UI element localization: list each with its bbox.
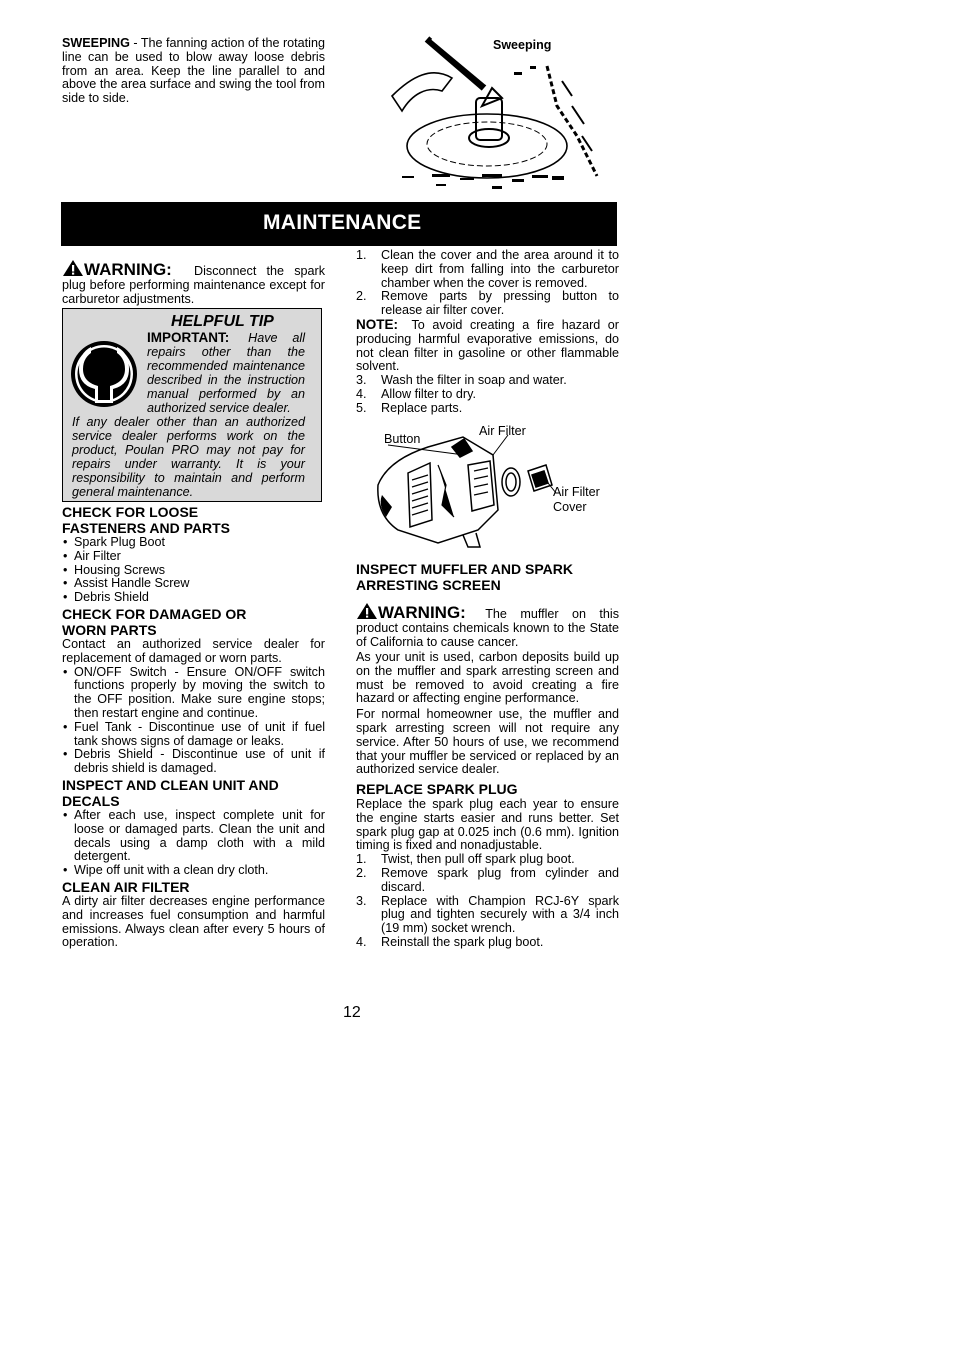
- sweeping-label: SWEEPING: [62, 36, 130, 50]
- note-label: NOTE:: [356, 316, 398, 332]
- list-item: • Fuel Tank - Discontinue use of unit if fuel tank shows signs of damage or leaks.: [62, 721, 325, 749]
- muffler-paragraphs: [356, 651, 619, 777]
- step-text: Allow filter to dry.: [381, 386, 476, 401]
- muffler-warning-label: WARNING:: [378, 603, 466, 622]
- section-inspect-muffler: [356, 561, 619, 593]
- sweeping-caption: Sweeping: [493, 38, 552, 52]
- helpful-tip-body-text: If any dealer other than an authorized service dealer performs work on the product, Poulan PRO may not pay for repairs under warranty. It is your responsibility to maintain and perform general maintenance.: [72, 415, 305, 499]
- inspect-clean-list: [62, 809, 325, 878]
- maintenance-banner: [61, 202, 617, 246]
- helpful-tip-title: HELPFUL TIP: [171, 313, 274, 330]
- muffler-para-1: As your unit is used, carbon deposits build up on the muffler and spark arresting screen and must be removed to avoid creating a fire hazard or affecting engine performance.: [356, 650, 619, 706]
- important-text: Have all repairs other than the recommended maintenance described in the instruction manual performed by an authorized service dealer.: [147, 331, 305, 415]
- list-item: • ON/OFF Switch - Ensure ON/OFF switch functions properly by moving the switch to the OFF position. Make sure engine stops; then restart engine and continue.: [62, 666, 325, 721]
- step-text: Wash the filter in soap and water.: [381, 373, 567, 388]
- section-check-fasteners: [62, 504, 325, 605]
- step-text: Reinstall the spark plug boot.: [381, 934, 544, 949]
- sweeping-illustration: [372, 36, 607, 196]
- sweeping-paragraph: [62, 37, 325, 106]
- list-item: [356, 895, 619, 936]
- step-number: 3.: [356, 893, 367, 908]
- warning-disconnect: [62, 259, 325, 306]
- list-item: • After each use, inspect complete unit for loose or damaged parts. Clean the unit and decals using a damp cloth with a mild detergent.: [62, 809, 325, 864]
- important-label: IMPORTANT:: [147, 330, 230, 345]
- list-item: [356, 402, 619, 416]
- helpful-tip-important: [147, 331, 305, 415]
- section-check-damaged: [62, 606, 325, 776]
- section-inspect-clean: [62, 777, 325, 878]
- list-item: [356, 936, 619, 950]
- list-item: [356, 388, 619, 402]
- sweeping-text: - The fanning action of the rotating line can be used to blow away loose debris from an area. Keep the line parallel to and above the area surface and swing the tool from side to side.: [62, 36, 325, 106]
- list-item: • Debris Shield - Discontinue use of unit if debris shield is damaged.: [62, 748, 325, 776]
- list-item: • Assist Handle Screw: [62, 577, 325, 591]
- wrench-icon: [69, 339, 139, 409]
- list-item: [356, 374, 619, 388]
- list-item: • Wipe off unit with a clean dry cloth.: [62, 864, 325, 878]
- list-item: • Debris Shield: [62, 591, 325, 605]
- muffler-warning-text: The muffler on this product contains chemicals known to the State of California to cause cancer.: [356, 607, 619, 649]
- warning-text: Disconnect the spark plug before performing maintenance except for carburetor adjustments.: [62, 264, 325, 306]
- check-fasteners-heading: CHECK FOR LOOSE FASTENERS AND PARTS: [62, 504, 231, 536]
- muffler-heading: INSPECT MUFFLER AND SPARK ARRESTING SCREEN: [356, 561, 573, 593]
- check-damaged-heading: CHECK FOR DAMAGED OR WORN PARTS: [62, 606, 247, 638]
- step-number: 2.: [356, 289, 367, 304]
- inspect-clean-heading: INSPECT AND CLEAN UNIT AND DECALS: [62, 777, 279, 809]
- filter-steps-1: [356, 249, 619, 318]
- section-spark-plug: [356, 781, 619, 950]
- check-damaged-intro: Contact an authorized service dealer for replacement of damaged or worn parts.: [62, 637, 325, 665]
- step-number: 2.: [356, 865, 367, 880]
- list-item: • Spark Plug Boot: [62, 536, 325, 550]
- step-number: 1.: [356, 248, 367, 262]
- figure-label-cover-1: Air Filter: [553, 485, 600, 499]
- step-number: 4.: [356, 386, 367, 401]
- step-number: 3.: [356, 373, 367, 388]
- figure-label-button: Button: [384, 432, 421, 446]
- fasteners-list: [62, 536, 325, 605]
- spark-plug-heading: REPLACE SPARK PLUG: [356, 781, 518, 797]
- air-filter-steps: [356, 249, 619, 416]
- step-text: Replace with Champion RCJ-6Y spark plug and tighten securely with a 3/4 inch (19 mm) socket wrench.: [381, 893, 619, 936]
- list-item: • Air Filter: [62, 550, 325, 564]
- step-text: Twist, then pull off spark plug boot.: [381, 852, 575, 867]
- muffler-warning: [356, 602, 619, 649]
- warning-label: WARNING:: [84, 260, 172, 279]
- helpful-tip-body: [72, 416, 305, 499]
- spark-plug-steps: [356, 853, 619, 950]
- helpful-tip-box: [62, 308, 322, 502]
- note-text: To avoid creating a fire hazard or producing harmful evaporative emissions, do not clean filter in gasoline or other flammable solvent.: [356, 317, 619, 374]
- muffler-para-2: For normal homeowner use, the muffler and spark arresting screen will not require any service. After 50 hours of use, we recommend that your muffler be serviced or replaced by an authorized service dealer.: [356, 707, 619, 777]
- filter-steps-2: [356, 374, 619, 415]
- step-text: Clean the cover and the area around it to keep dirt from falling into the carburetor chamber when the cover is removed.: [381, 248, 619, 290]
- step-number: 5.: [356, 400, 367, 415]
- clean-filter-heading: CLEAN AIR FILTER: [62, 879, 190, 895]
- step-number: 4.: [356, 934, 367, 949]
- step-text: Remove spark plug from cylinder and discard.: [381, 865, 619, 894]
- list-item: [356, 867, 619, 895]
- maintenance-title: MAINTENANCE: [263, 211, 422, 234]
- clean-filter-text: A dirty air filter decreases engine performance and increases fuel consumption and harmful emissions. Always clean after every 5 hours of operation.: [62, 894, 325, 950]
- list-item: • Housing Screws: [62, 564, 325, 578]
- list-item: [356, 853, 619, 867]
- spark-plug-text: Replace the spark plug each year to ensure the engine starts easier and runs better. Set spark plug gap at 0.025 inch (0.6 mm). Ignition timing is fixed and nonadjustable.: [356, 797, 619, 853]
- warning-triangle-icon: [356, 602, 378, 620]
- page-number: 12: [343, 1004, 361, 1021]
- figure-label-air-filter: Air Filter: [479, 424, 526, 438]
- warning-triangle-icon: [62, 259, 84, 277]
- damaged-list: [62, 666, 325, 776]
- figure-label-cover-2: Cover: [553, 500, 587, 514]
- list-item: [356, 290, 619, 318]
- step-number: 1.: [356, 852, 367, 867]
- air-filter-illustration: [368, 425, 568, 550]
- list-item: [356, 249, 619, 290]
- step-text: Remove parts by pressing button to release air filter cover.: [381, 289, 619, 318]
- section-clean-air-filter: [62, 879, 325, 950]
- filter-note: [356, 318, 619, 374]
- step-text: Replace parts.: [381, 400, 463, 415]
